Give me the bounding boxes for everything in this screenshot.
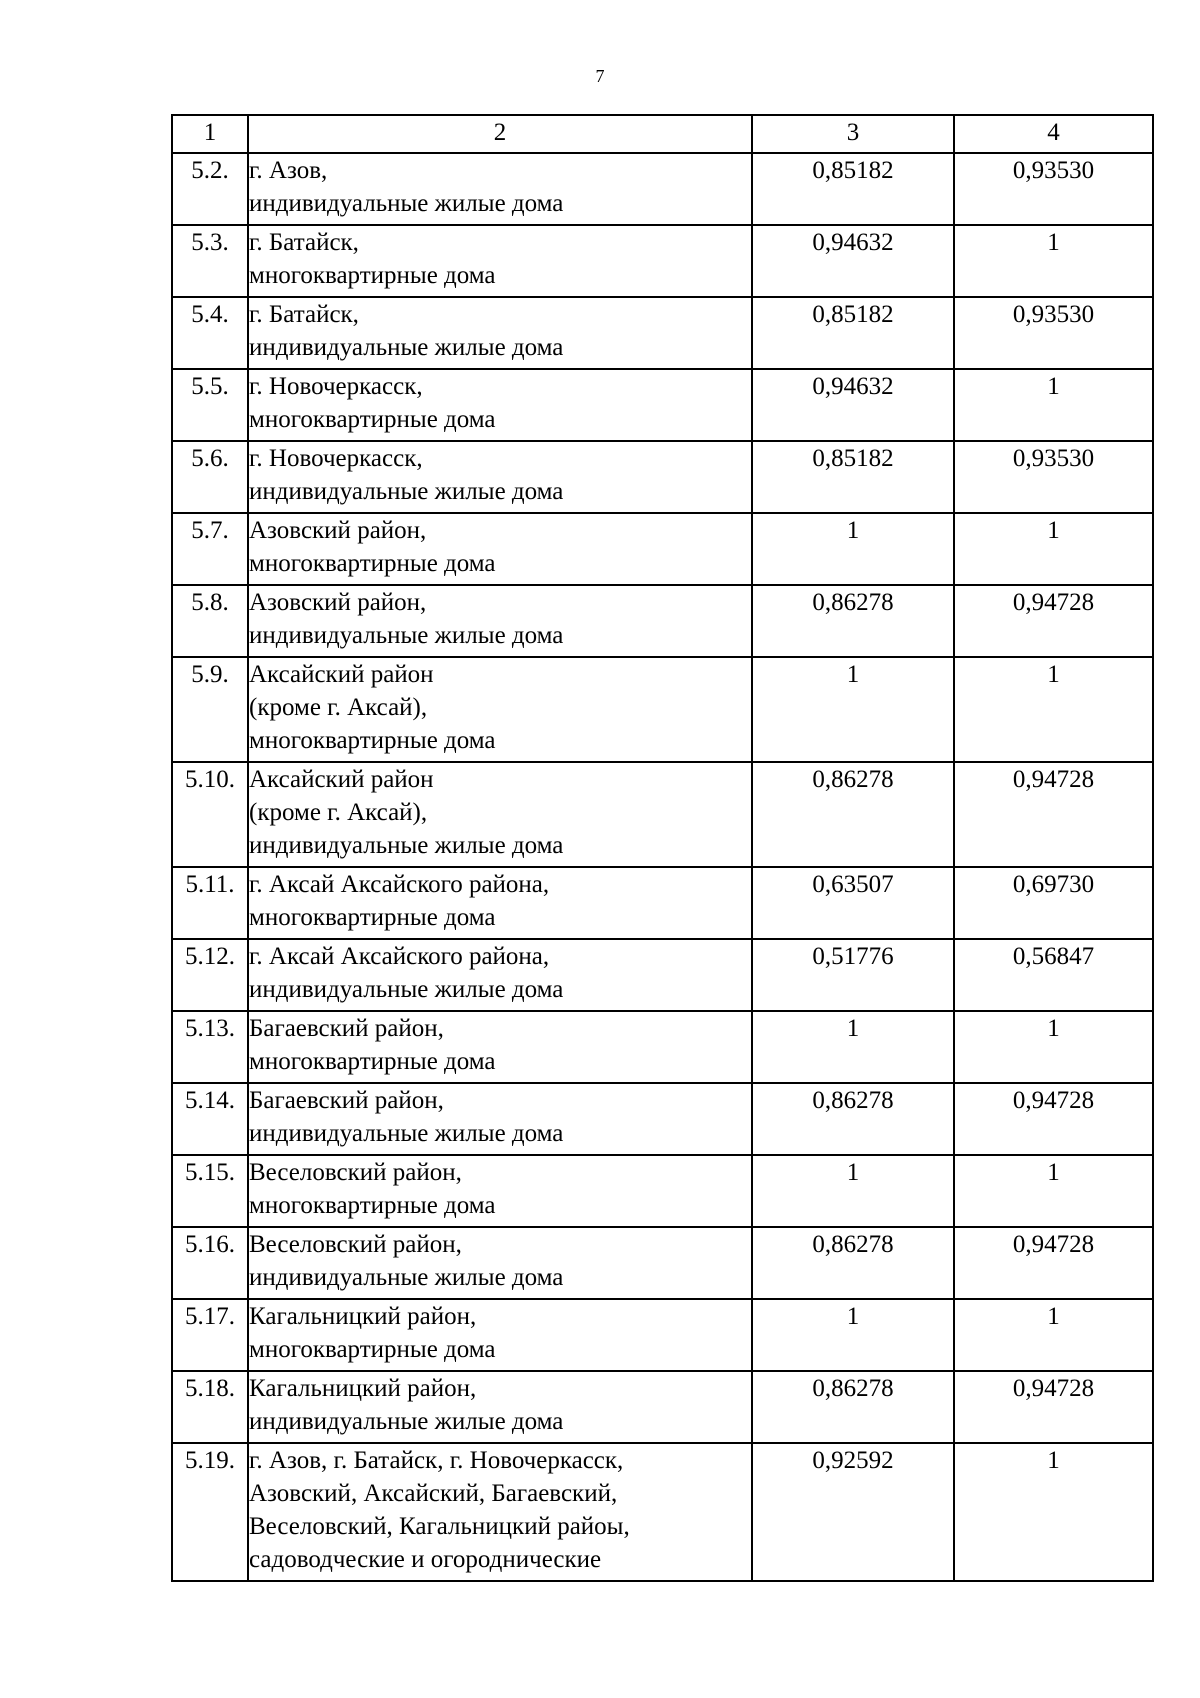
- table-row: [172, 1155, 1153, 1227]
- territory-name-line: г. Батайск,: [249, 229, 359, 256]
- coefficient-col4-cell: 1: [954, 1299, 1153, 1371]
- table-row: [172, 939, 1153, 1011]
- territory-name-line: Аксайский район: [249, 661, 434, 688]
- coefficients-table: [171, 114, 1154, 1582]
- table-row: [172, 867, 1153, 939]
- territory-name-line: г. Азов,: [249, 157, 328, 184]
- territory-name-cell: [248, 657, 752, 762]
- territory-name-line: Багаевский район,: [249, 1015, 444, 1042]
- territory-name-cell: [248, 867, 752, 939]
- territory-name-cell: [248, 1371, 752, 1443]
- territory-name-cell: [248, 369, 752, 441]
- coefficient-col4-cell: 0,56847: [954, 939, 1153, 1011]
- territory-name-cell: [248, 225, 752, 297]
- territory-name-cell: [248, 762, 752, 867]
- territory-name-line: Веселовский район,: [249, 1159, 462, 1186]
- coefficient-col3-cell: 1: [752, 1155, 954, 1227]
- territory-name-line: многоквартирные дома: [249, 1048, 496, 1075]
- coefficient-col4-cell: 0,93530: [954, 441, 1153, 513]
- territory-name-line: Азовский район,: [249, 589, 427, 616]
- row-number-cell: 5.8.: [172, 585, 248, 657]
- row-number-cell: 5.5.: [172, 369, 248, 441]
- coefficient-col3-cell: 0,86278: [752, 1371, 954, 1443]
- territory-name-cell: [248, 585, 752, 657]
- table-row: [172, 1443, 1153, 1581]
- row-number-cell: 5.3.: [172, 225, 248, 297]
- coefficient-col3-cell: 1: [752, 1299, 954, 1371]
- row-number-cell: 5.10.: [172, 762, 248, 867]
- territory-name-line: Кагальницкий район,: [249, 1303, 477, 1330]
- coefficient-col3-cell: 0,63507: [752, 867, 954, 939]
- territory-name-line: индивидуальные жилые дома: [249, 976, 564, 1003]
- coefficient-col4-cell: 0,93530: [954, 153, 1153, 225]
- territory-name-line: Кагальницкий район,: [249, 1375, 477, 1402]
- territory-name-line: Азовский, Аксайский, Багаевский,: [249, 1480, 618, 1507]
- coefficient-col3-cell: 0,94632: [752, 225, 954, 297]
- territory-name-line: садоводческие и огороднические: [249, 1546, 602, 1573]
- table-row: [172, 657, 1153, 762]
- territory-name-line: многоквартирные дома: [249, 1336, 496, 1363]
- coefficient-col3-cell: 0,86278: [752, 585, 954, 657]
- coefficient-col3-cell: 0,86278: [752, 1083, 954, 1155]
- page-number: 7: [595, 66, 605, 86]
- row-number-cell: 5.16.: [172, 1227, 248, 1299]
- territory-name-line: г. Азов, г. Батайск, г. Новочеркасск,: [249, 1447, 624, 1474]
- territory-name-cell: [248, 1443, 752, 1581]
- territory-name-line: (кроме г. Аксай),: [249, 694, 428, 721]
- territory-name-cell: [248, 1155, 752, 1227]
- territory-name-cell: [248, 441, 752, 513]
- table-row: [172, 225, 1153, 297]
- territory-name-line: многоквартирные дома: [249, 1192, 496, 1219]
- territory-name-line: многоквартирные дома: [249, 406, 496, 433]
- territory-name-line: г. Новочеркасск,: [249, 373, 423, 400]
- territory-name-cell: [248, 1083, 752, 1155]
- table-row: [172, 441, 1153, 513]
- table-row: [172, 1011, 1153, 1083]
- row-number-cell: 5.18.: [172, 1371, 248, 1443]
- coefficient-col3-cell: 0,86278: [752, 762, 954, 867]
- territory-name-cell: [248, 153, 752, 225]
- coefficient-col4-cell: 0,94728: [954, 1083, 1153, 1155]
- territory-name-cell: [248, 1227, 752, 1299]
- coefficient-col4-cell: 1: [954, 1155, 1153, 1227]
- row-number-cell: 5.12.: [172, 939, 248, 1011]
- coefficient-col4-cell: 1: [954, 1011, 1153, 1083]
- territory-name-line: многоквартирные дома: [249, 904, 496, 931]
- table-row: [172, 585, 1153, 657]
- territory-name-line: Азовский район,: [249, 517, 427, 544]
- row-number-cell: 5.14.: [172, 1083, 248, 1155]
- territory-name-line: Веселовский, Кагальницкий райоы,: [249, 1513, 630, 1540]
- table-row: [172, 369, 1153, 441]
- table-row: [172, 153, 1153, 225]
- coefficient-col3-cell: 0,85182: [752, 441, 954, 513]
- row-number-cell: 5.17.: [172, 1299, 248, 1371]
- territory-name-cell: [248, 1299, 752, 1371]
- header-cell-4: 4: [954, 115, 1153, 153]
- territory-name-line: многоквартирные дома: [249, 727, 496, 754]
- table-row: [172, 1083, 1153, 1155]
- territory-name-line: индивидуальные жилые дома: [249, 1120, 564, 1147]
- coefficient-col4-cell: 1: [954, 513, 1153, 585]
- coefficient-col4-cell: 1: [954, 657, 1153, 762]
- row-number-cell: 5.13.: [172, 1011, 248, 1083]
- territory-name-line: Веселовский район,: [249, 1231, 462, 1258]
- coefficient-col4-cell: 0,69730: [954, 867, 1153, 939]
- territory-name-line: (кроме г. Аксай),: [249, 799, 428, 826]
- territory-name-line: многоквартирные дома: [249, 550, 496, 577]
- coefficient-col4-cell: 0,94728: [954, 585, 1153, 657]
- territory-name-cell: [248, 297, 752, 369]
- table-row: [172, 297, 1153, 369]
- coefficient-col3-cell: 1: [752, 657, 954, 762]
- coefficient-col3-cell: 0,92592: [752, 1443, 954, 1581]
- row-number-cell: 5.2.: [172, 153, 248, 225]
- table-body: [172, 115, 1153, 1581]
- coefficient-col3-cell: 0,85182: [752, 153, 954, 225]
- territory-name-line: Аксайский район: [249, 766, 434, 793]
- table-row: [172, 513, 1153, 585]
- coefficient-col4-cell: 0,94728: [954, 1227, 1153, 1299]
- territory-name-line: г. Аксай Аксайского района,: [249, 871, 550, 898]
- coefficient-col4-cell: 0,94728: [954, 1371, 1153, 1443]
- row-number-cell: 5.4.: [172, 297, 248, 369]
- table-row: [172, 762, 1153, 867]
- territory-name-line: индивидуальные жилые дома: [249, 478, 564, 505]
- territory-name-line: г. Батайск,: [249, 301, 359, 328]
- row-number-cell: 5.6.: [172, 441, 248, 513]
- territory-name-line: индивидуальные жилые дома: [249, 1264, 564, 1291]
- coefficient-col3-cell: 0,85182: [752, 297, 954, 369]
- coefficient-col3-cell: 0,86278: [752, 1227, 954, 1299]
- header-cell-2: 2: [248, 115, 752, 153]
- coefficient-col4-cell: 1: [954, 1443, 1153, 1581]
- coefficient-col4-cell: 0,93530: [954, 297, 1153, 369]
- coefficient-col4-cell: 0,94728: [954, 762, 1153, 867]
- territory-name-line: индивидуальные жилые дома: [249, 334, 564, 361]
- territory-name-line: индивидуальные жилые дома: [249, 832, 564, 859]
- territory-name-line: Багаевский район,: [249, 1087, 444, 1114]
- coefficient-col3-cell: 0,94632: [752, 369, 954, 441]
- row-number-cell: 5.19.: [172, 1443, 248, 1581]
- territory-name-line: индивидуальные жилые дома: [249, 1408, 564, 1435]
- coefficient-col4-cell: 1: [954, 369, 1153, 441]
- header-cell-3: 3: [752, 115, 954, 153]
- coefficient-col4-cell: 1: [954, 225, 1153, 297]
- row-number-cell: 5.11.: [172, 867, 248, 939]
- territory-name-line: многоквартирные дома: [249, 262, 496, 289]
- territory-name-cell: [248, 1011, 752, 1083]
- territory-name-line: индивидуальные жилые дома: [249, 622, 564, 649]
- row-number-cell: 5.7.: [172, 513, 248, 585]
- row-number-cell: 5.15.: [172, 1155, 248, 1227]
- territory-name-cell: [248, 939, 752, 1011]
- territory-name-cell: [248, 513, 752, 585]
- coefficient-col3-cell: 0,51776: [752, 939, 954, 1011]
- table-row: [172, 1227, 1153, 1299]
- territory-name-line: индивидуальные жилые дома: [249, 190, 564, 217]
- table-row: [172, 1371, 1153, 1443]
- row-number-cell: 5.9.: [172, 657, 248, 762]
- coefficient-col3-cell: 1: [752, 513, 954, 585]
- territory-name-line: г. Аксай Аксайского района,: [249, 943, 550, 970]
- header-cell-1: 1: [172, 115, 248, 153]
- coefficient-col3-cell: 1: [752, 1011, 954, 1083]
- table-header-row: [172, 115, 1153, 153]
- table-row: [172, 1299, 1153, 1371]
- territory-name-line: г. Новочеркасск,: [249, 445, 423, 472]
